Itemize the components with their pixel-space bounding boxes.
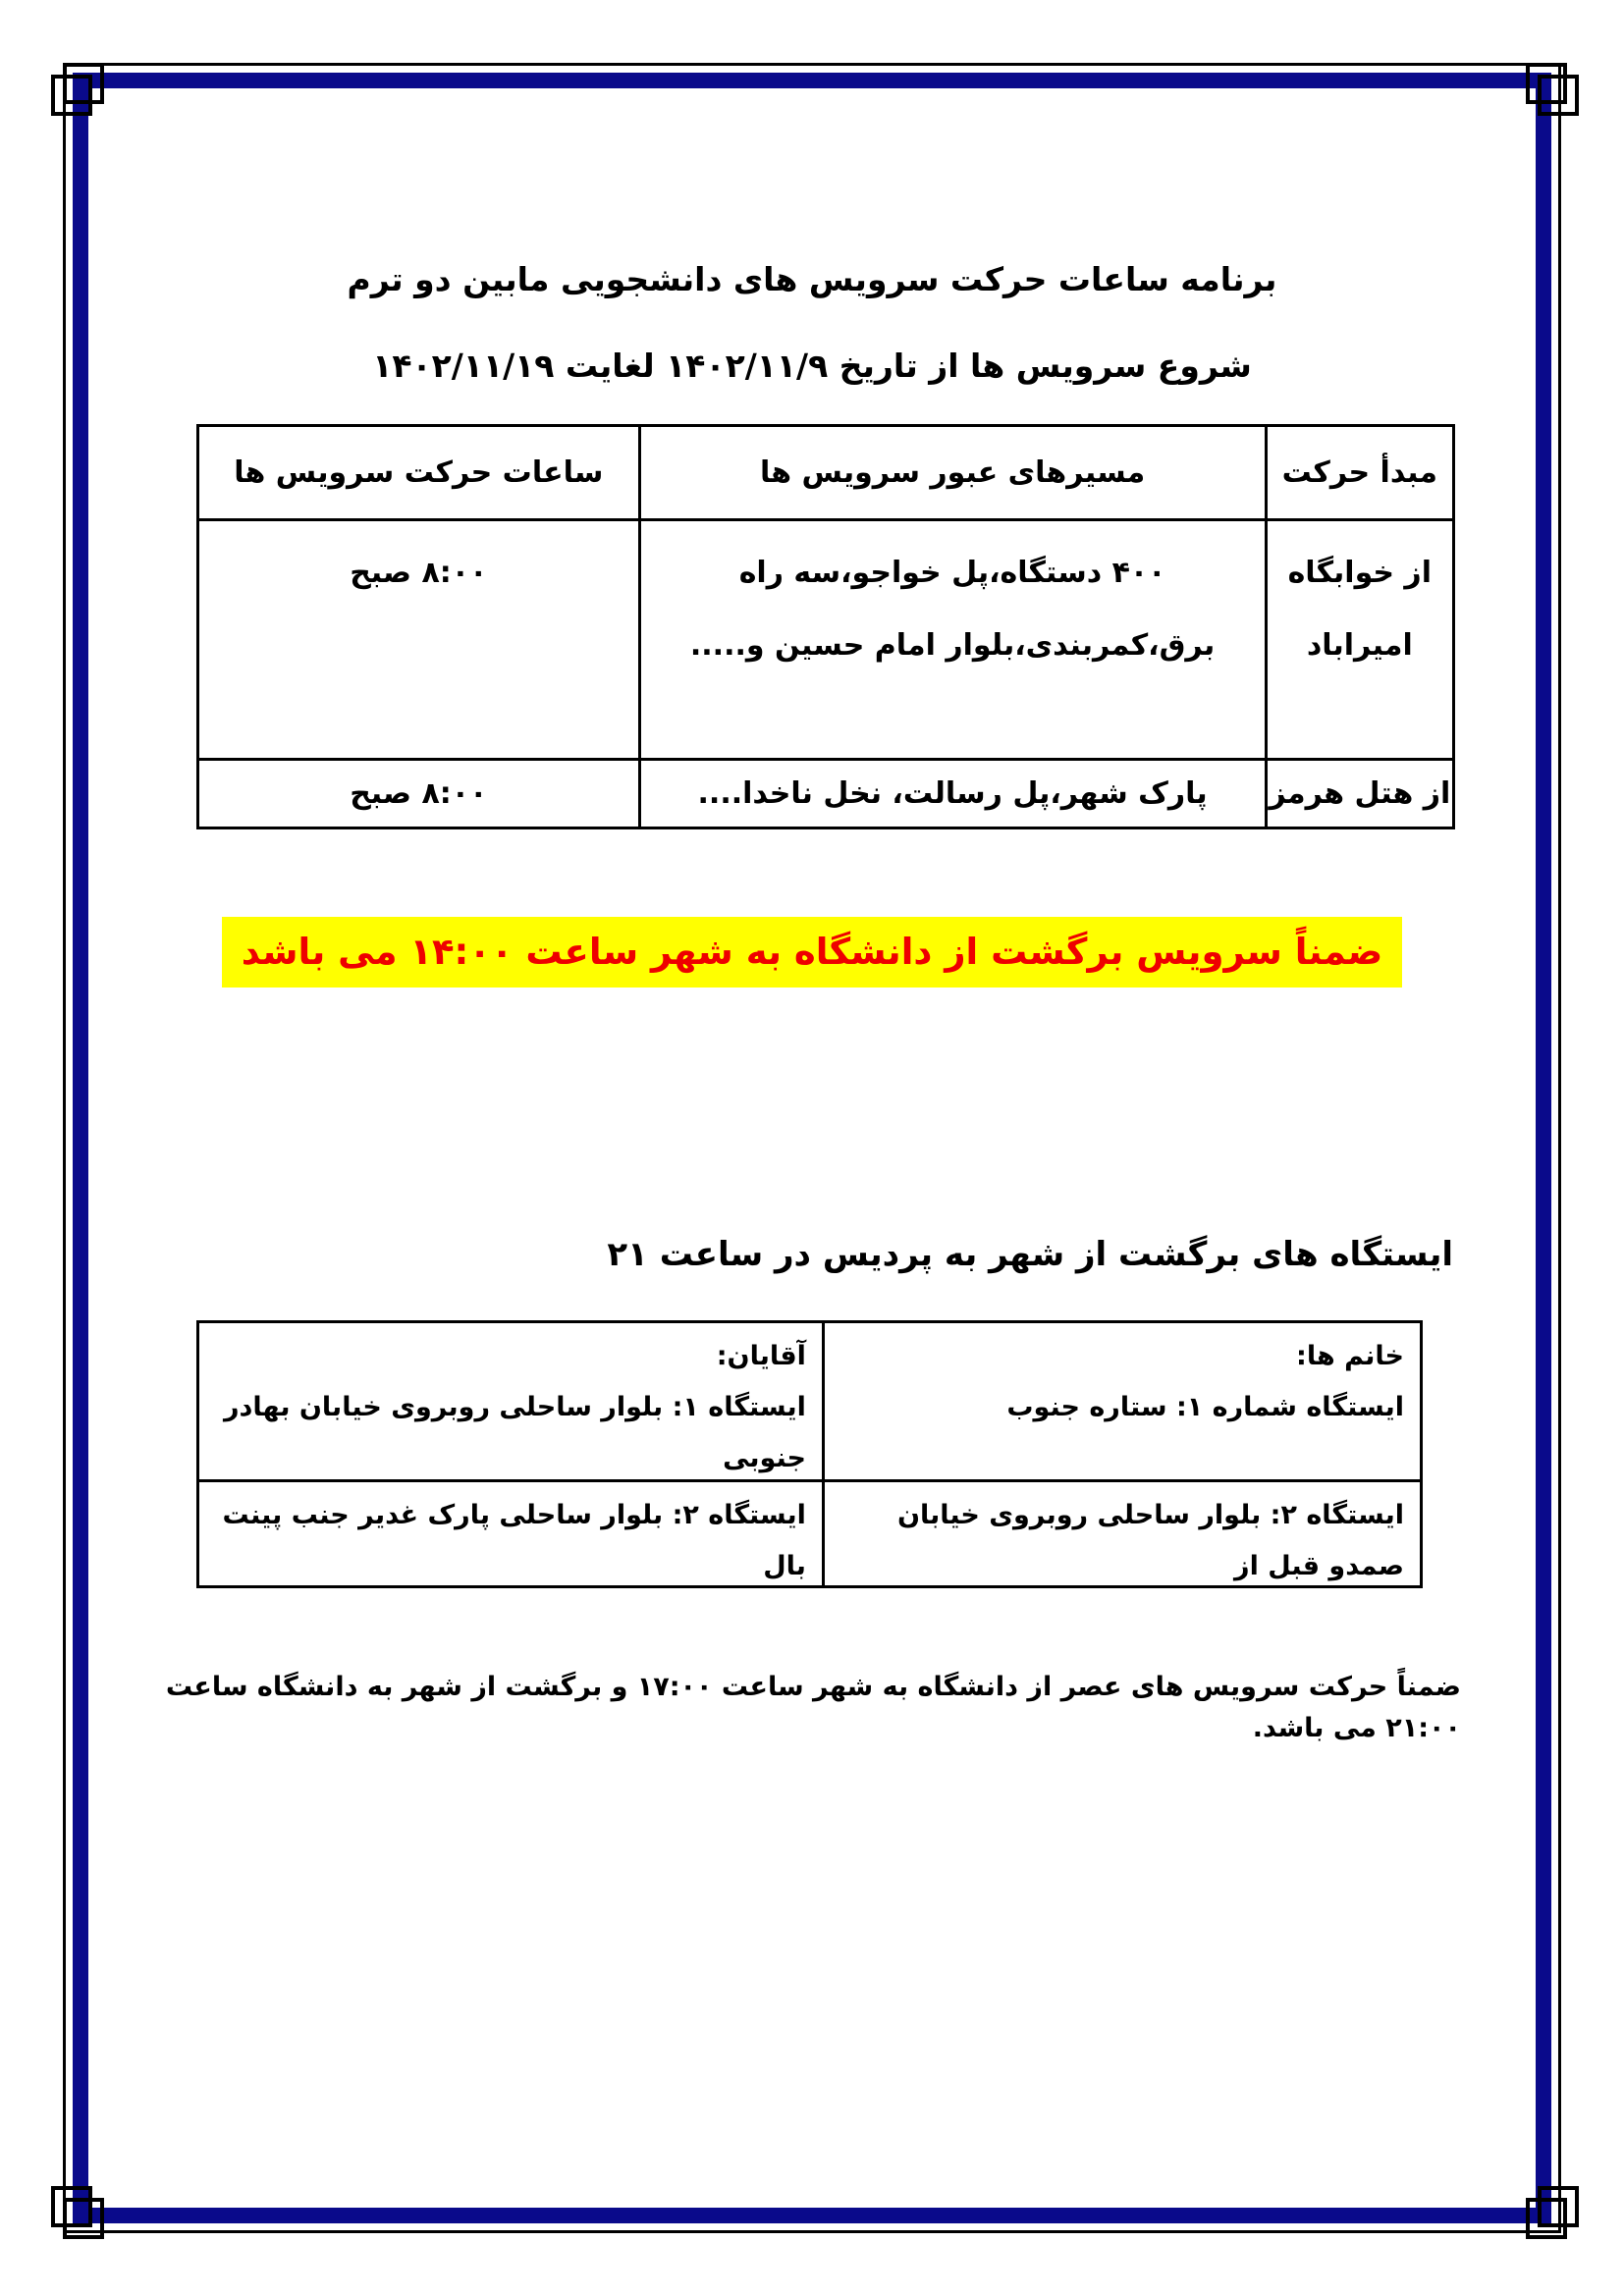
women-label: خانم ها: <box>1296 1341 1404 1371</box>
corner-square-icon <box>1538 2186 1579 2227</box>
schedule-table <box>196 424 1455 829</box>
highlight-note-row <box>0 917 1624 988</box>
cell-time-dormitory <box>199 521 638 758</box>
corner-square-icon <box>51 75 92 116</box>
route-line: برق،کمربندی،بلوار امام حسین و..... <box>689 628 1216 663</box>
cell-time-hotel: ۸:۰۰ صبح <box>350 776 488 811</box>
origin-line: امیراباد <box>1306 628 1413 663</box>
header-cell-routes: مسیرهای عبور سرویس ها <box>638 427 1265 518</box>
stations-table <box>196 1320 1423 1588</box>
schedule-row-hotel <box>199 758 1452 827</box>
route-line: ۴۰۰ دستگاه،پل خواجو،سه راه <box>738 556 1166 590</box>
page-border-navy-band <box>73 73 1551 2223</box>
highlighted-return-note: ضمناً سرویس برگشت از دانشگاه به شهر ساعت ۱۴:۰۰ می باشد <box>222 917 1403 988</box>
cell-women-station-1 <box>822 1323 1420 1479</box>
stations-row-1 <box>199 1323 1420 1479</box>
document-subtitle-dates: شروع سرویس ها از تاریخ ۱۴۰۲/۱۱/۹ لغایت ۱۴۰۲/۱۱/۱۹ <box>372 347 1252 385</box>
corner-square-icon <box>1538 75 1579 116</box>
cell-men-station-1 <box>199 1323 822 1479</box>
cell-origin-hotel: از هتل هرمز <box>1265 761 1452 827</box>
cell-route-hotel: پارک شهر،پل رسالت، نخل ناخدا.... <box>638 761 1265 827</box>
header-cell-origin: مبدأ حرکت <box>1265 427 1452 518</box>
cell-men-station-2 <box>199 1482 822 1585</box>
schedule-row-dormitory <box>199 518 1452 758</box>
cell-route-dormitory <box>638 521 1265 758</box>
men-station-1-line: ایستگاه ۱: بلوار ساحلی روبروی خیابان بهادر جنوبی <box>223 1392 806 1473</box>
time-value: ۸:۰۰ صبح <box>350 556 488 590</box>
men-label: آقایان: <box>716 1341 806 1371</box>
men-station-2: ایستگاه ۲: بلوار ساحلی پارک غدیر جنب پینت بال <box>222 1500 806 1581</box>
schedule-table-header-row <box>199 427 1452 518</box>
cell-women-station-2 <box>822 1482 1420 1585</box>
document-title: برنامه ساعات حرکت سرویس های دانشجویی مابین دو ترم <box>347 260 1277 298</box>
corner-square-icon <box>51 2186 92 2227</box>
footer-evening-note: ضمناً حرکت سرویس های عصر از دانشگاه به شهر ساعت ۱۷:۰۰ و برگشت از شهر به دانشگاه ساعت ۲۱:۰۰ می باشد. <box>165 1672 1461 1743</box>
stations-section-heading: ایستگاه های برگشت از شهر به پردیس در ساعت ۲۱ <box>607 1235 1453 1274</box>
cell-origin-dormitory <box>1265 521 1452 758</box>
women-station-1: ایستگاه شماره ۱: ستاره جنوب <box>1006 1392 1404 1422</box>
stations-row-2 <box>199 1479 1420 1585</box>
origin-line: از خوابگاه <box>1287 556 1432 590</box>
women-station-2-line: ایستگاه ۲: بلوار ساحلی روبروی خیابان صمدو قبل از <box>896 1500 1404 1581</box>
header-cell-times: ساعات حرکت سرویس ها <box>234 455 604 490</box>
